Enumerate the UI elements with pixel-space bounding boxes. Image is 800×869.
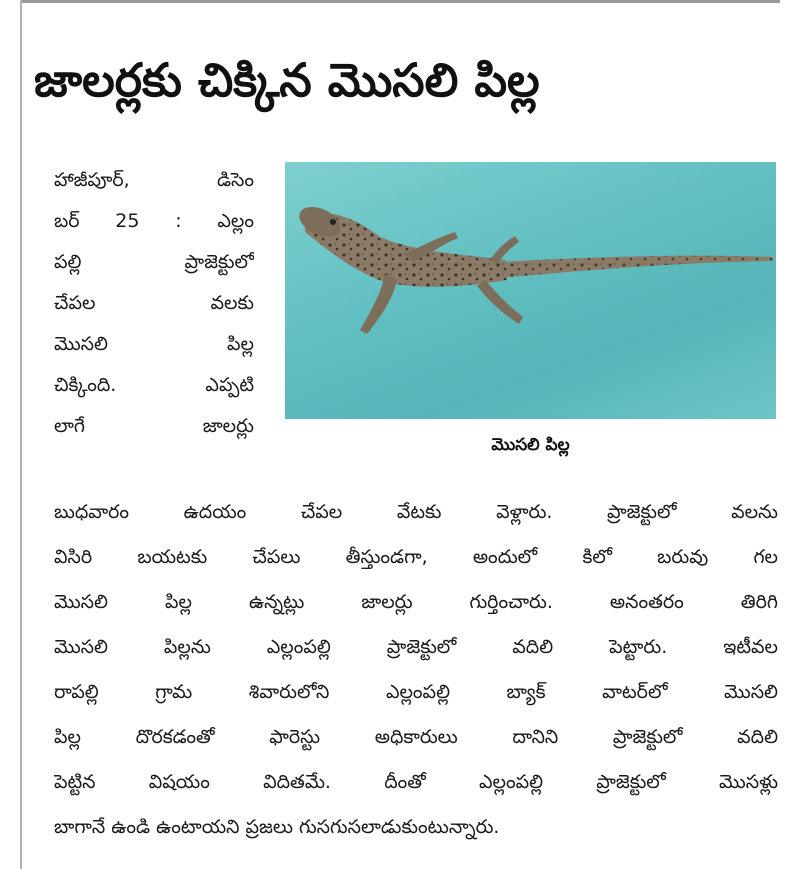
column-line: బర్ 25 : ఎల్లం — [54, 210, 254, 232]
body-line: విసిరి బయటకు చేపలు తీస్తుండగా, అందులో కిలో బరువు గల — [54, 546, 778, 568]
top-rule — [20, 0, 780, 3]
body-line: పెట్టిన విషయం విదితమే. దీంతో ఎల్లంపల్లి ప్రాజెక్టులో మొసళ్లు — [54, 771, 778, 793]
narrow-column-text — [54, 160, 254, 447]
article-body — [54, 490, 778, 850]
column-line: చిక్కింది. ఎప్పటి — [54, 374, 254, 396]
crocodile-back-leg — [477, 280, 523, 324]
body-line: పిల్ల దొరకడంతో ఫారెస్టు అధికారులు దానిని ప్రాజెక్టులో వదిలి — [54, 726, 778, 748]
crocodile-back-leg — [490, 236, 519, 264]
body-line: మొసలి పిల్లను ఎల్లంపల్లి ప్రాజెక్టులో వదిలి పెట్టారు. ఇటీవల — [54, 636, 778, 658]
column-line: మొసలి పిల్ల — [54, 333, 254, 355]
crocodile-front-leg — [360, 274, 397, 334]
body-line: బుధవారం ఉదయం చేపల వేటకు వెళ్లారు. ప్రాజెక్టులో వలను — [54, 501, 778, 523]
headline: జాలర్లకు చిక్కిన మొసలి పిల్ల — [34, 53, 540, 107]
photo-caption: మొసలి పిల్ల — [491, 435, 570, 455]
body-line: బాగానే ఉండి ఉంటాయని ప్రజలు గుసగుసలాడుకుంటున్నారు. — [54, 816, 500, 838]
body-line: రాపల్లి గ్రామ శివారులోని ఎల్లంపల్లి బ్యాక్ వాటర్‌లో మొసలి — [54, 681, 778, 703]
column-line: లాగే జాలర్లు — [54, 415, 254, 437]
body-line: మొసలి పిల్ల ఉన్నట్లు జాలర్లు గుర్తించారు. అనంతరం తిరిగి — [54, 591, 778, 613]
left-column-rule — [20, 0, 22, 869]
crocodile-illustration — [285, 162, 776, 419]
column-line: చేపల వలకు — [54, 292, 254, 314]
column-line: పల్లి ప్రాజెక్టులో — [54, 251, 254, 273]
column-line: హాజీపూర్, డిసెం — [54, 169, 254, 191]
crocodile-photo — [285, 162, 776, 419]
